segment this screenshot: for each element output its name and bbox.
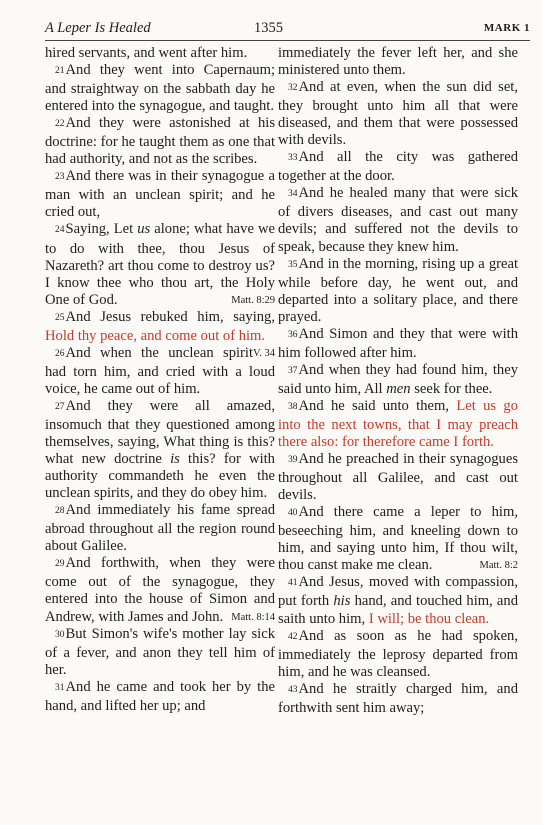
verse-number: 35	[288, 259, 298, 270]
italic-word: us	[137, 221, 151, 238]
verse-number: 33	[288, 153, 298, 164]
verse-33	[278, 149, 518, 185]
verse-text: And Jesus, moved with compassion, put forth	[278, 574, 518, 610]
verse-text: But Simon's wife's mother lay sick of a fever, and anon they tell him of her.	[45, 625, 275, 678]
verse-number: 41	[288, 578, 298, 589]
verse-text: And at even, when the sun did set, they brought unto him all that were diseased, and them that were possessed with devils.	[278, 79, 518, 149]
verse-21	[45, 62, 275, 115]
page-header	[0, 0, 542, 40]
verse-number: 32	[288, 83, 298, 94]
page-number: 1355	[254, 20, 283, 36]
verse-42	[278, 628, 518, 681]
verse-text: And he preached in their synagogues throughout all Galilee, and cast out devils.	[278, 451, 518, 504]
verse-continuation	[278, 45, 518, 79]
verse-text: And he healed many that were sick of divers diseases, and cast out many devils; and suffered not the devils to speak, because they knew him.	[278, 185, 518, 255]
verse-text: And Jesus rebuked him, saying,	[65, 308, 275, 325]
right-column	[278, 45, 518, 717]
verse-text: And all the city was gathered together at the door.	[278, 149, 518, 185]
verse-number: 29	[55, 559, 65, 570]
verse-41	[278, 574, 518, 627]
verse-text: And he said unto them,	[298, 397, 457, 414]
words-of-jesus: Hold thy peace, and come out of him.	[45, 327, 266, 344]
verse-number: 30	[55, 629, 65, 640]
verse-24	[45, 221, 275, 308]
verse-35	[278, 256, 518, 326]
words-of-jesus: I will; be thou clean.	[368, 610, 490, 627]
header-rule	[45, 40, 530, 41]
left-column	[45, 45, 275, 715]
verse-text: immediately the fever left her, and she ministered unto them.	[278, 45, 518, 79]
verse-number: 22	[55, 119, 65, 130]
verse-38	[278, 398, 518, 451]
verse-number: 27	[55, 401, 65, 412]
verse-number: 24	[55, 225, 65, 236]
verse-text: And when the unclean spirit had torn him, and cried with a loud voice, he came out of him.	[45, 344, 275, 397]
verse-text: And Simon and they that were with him followed after him.	[278, 325, 518, 361]
verse-text: hand, and touched him, and saith unto him,	[278, 593, 518, 627]
verse-22	[45, 115, 275, 168]
verse-36	[278, 326, 518, 362]
verse-text: And immediately his fame spread abroad throughout all the region round about Galilee.	[45, 502, 275, 555]
verse-28	[45, 502, 275, 555]
verse-number: 21	[55, 66, 65, 77]
verse-text: And they were astonished at his doctrine: for he taught them as one that had authority, and not as the scribes.	[45, 115, 275, 168]
verse-number: 39	[288, 455, 298, 466]
verse-text: Saying, Let	[65, 221, 138, 238]
verse-number: 38	[288, 401, 298, 412]
verse-23	[45, 168, 275, 221]
verse-text: And in the morning, rising up a great while before day, he went out, and departed into a solitary place, and there prayed.	[278, 255, 518, 325]
verse-text: And he straitly charged him, and forthwith sent him away;	[278, 680, 518, 716]
verse-34	[278, 185, 518, 255]
verse-number: 42	[288, 631, 298, 642]
verse-27	[45, 398, 275, 502]
verse-text: And he came and took her by the hand, and lifted her up; and	[45, 678, 275, 714]
cross-reference: Matt. 8:29	[231, 294, 275, 306]
verse-39	[278, 451, 518, 504]
verse-number: 40	[288, 508, 298, 519]
italic-word: is	[170, 451, 180, 468]
verse-26	[45, 345, 275, 398]
verse-32	[278, 79, 518, 149]
verse-30	[45, 626, 275, 679]
verse-40	[278, 504, 518, 574]
verse-37	[278, 362, 518, 398]
verse-text: And they were all amazed, insomuch that they questioned among themselves, saying, What thing is this? what new doctrine	[45, 397, 275, 468]
verse-number: 26	[55, 348, 65, 359]
verse-43	[278, 681, 518, 717]
words-of-jesus: Let us go into the next towns, that I may preach there also: for therefore came I forth.	[278, 397, 518, 451]
verse-number: 36	[288, 329, 298, 340]
verse-text: And there came a leper to him, beseeching him, and kneeling down to him, and saying unto him, If thou wilt, thou canst make me clean.	[278, 504, 518, 574]
italic-word: his	[333, 593, 351, 610]
verse-number: 25	[55, 312, 65, 323]
verse-number: 34	[288, 189, 298, 200]
verse-31	[45, 679, 275, 715]
verse-number: 23	[55, 172, 65, 183]
verse-text: And as soon as he had spoken, immediately the leprosy departed from him, and he was cleansed.	[278, 627, 518, 680]
cross-reference: Matt. 8:2	[479, 560, 518, 572]
verse-text: alone; what have we to do with thee, thou Jesus of Nazareth? art thou come to destroy us? I know thee who thou art, the Holy One of God.	[45, 221, 275, 308]
verse-continuation	[45, 45, 275, 62]
verse-text: And forthwith, when they were come out of the synagogue, they entered into the house of Simon and Andrew, with James and John.	[45, 555, 275, 625]
verse-text: this? for with authority commandeth he even the unclean spirits, and they do obey him.	[45, 451, 275, 502]
verse-number: 43	[288, 684, 298, 695]
verse-text: And there was in their synagogue a man with an unclean spirit; and he cried out,	[45, 168, 275, 221]
verse-29	[45, 555, 275, 625]
verse-number: 28	[55, 506, 65, 517]
verse-text: hired servants, and went after him.	[45, 45, 248, 61]
verse-text: seek for thee.	[410, 380, 493, 397]
section-title: A Leper Is Healed	[45, 20, 151, 36]
verse-number: 37	[288, 365, 298, 376]
cross-reference: Matt. 8:14	[231, 611, 275, 623]
italic-word: men	[386, 380, 411, 397]
cross-reference: V. 34	[253, 347, 275, 359]
verse-number: 31	[55, 682, 65, 693]
book-chapter-label: MARK 1	[483, 22, 530, 34]
verse-text: And when they had found him, they said unto him, All	[278, 361, 518, 397]
verse-text: And they went into Capernaum; and straightway on the sabbath day he entered into the synagogue, and taught.	[45, 62, 275, 115]
